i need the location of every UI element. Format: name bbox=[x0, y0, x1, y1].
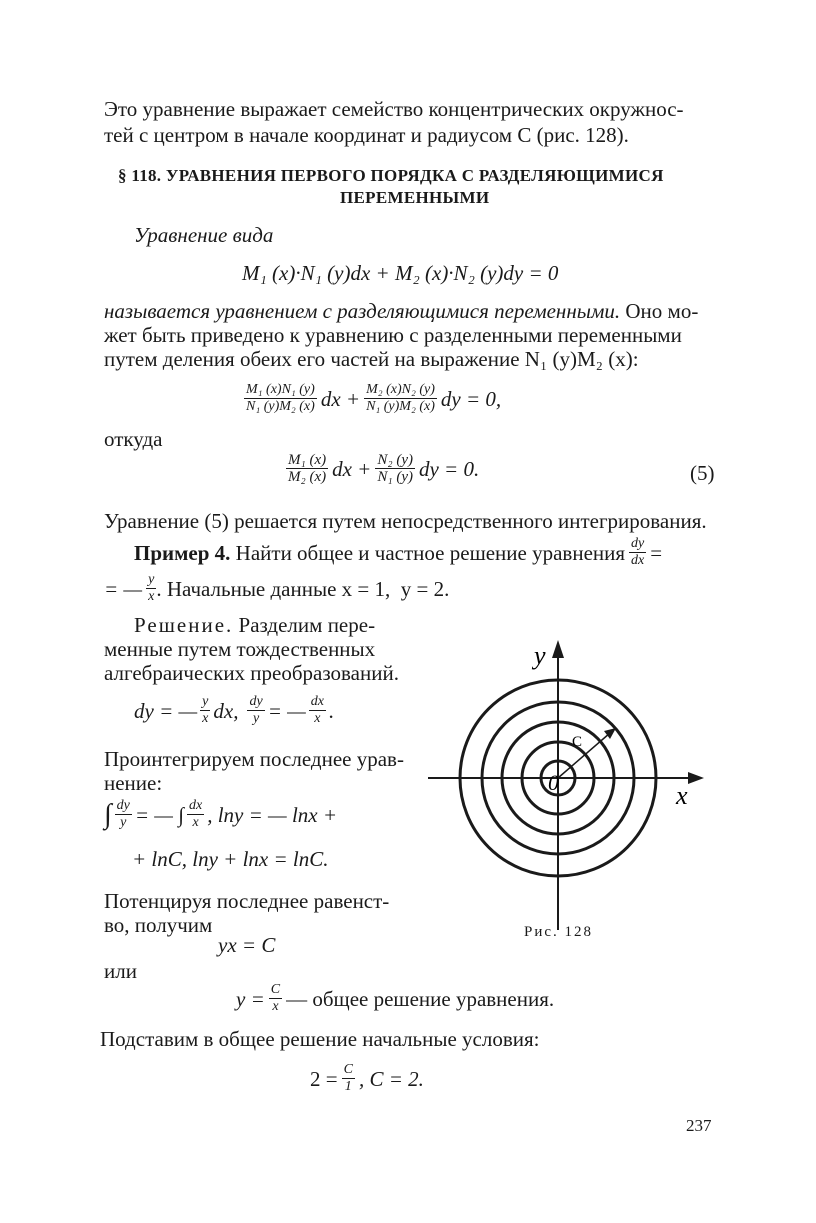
fraction-numerator: M₁ (x) bbox=[288, 452, 327, 468]
paragraph-line: менные путем тождественных bbox=[104, 637, 376, 661]
fraction-denominator: N₁ (y)M₂ (x) bbox=[246, 399, 315, 414]
particular-solution-line bbox=[310, 1062, 424, 1095]
solution-label: Решение. bbox=[134, 613, 234, 637]
paragraph-line: алгебраических преобразований. bbox=[104, 661, 399, 685]
fraction-numerator: C bbox=[343, 1062, 353, 1077]
fraction bbox=[247, 694, 264, 727]
equation-part: = — bbox=[104, 576, 143, 601]
text-span: Разделим пере- bbox=[233, 613, 376, 637]
fraction bbox=[269, 982, 282, 1015]
fraction-denominator: x bbox=[148, 589, 155, 604]
paragraph-line: жет быть приведено к уравнению с разделенными переменными bbox=[104, 323, 682, 347]
fraction-denominator: N₁ (y)M₂ (x) bbox=[366, 399, 435, 414]
text-span: — общее решение уравнения. bbox=[286, 986, 555, 1011]
figure-caption: Рис. 128 bbox=[524, 924, 594, 940]
paragraph-line: Проинтегрируем последнее урав- bbox=[104, 747, 404, 771]
fraction bbox=[244, 382, 317, 415]
example-label: Пример 4. bbox=[134, 540, 231, 565]
fraction-numerator: M₁ (x)N₁ (y) bbox=[246, 382, 315, 397]
equation-part: = — ∫ bbox=[134, 802, 184, 827]
paragraph-line: во, получим bbox=[104, 913, 213, 937]
equation-part: dy = — bbox=[134, 698, 198, 723]
equation-part: = — bbox=[267, 698, 306, 723]
fraction-denominator: N₁ (y) bbox=[377, 469, 413, 485]
fraction-numerator: N₂ (y) bbox=[377, 452, 413, 468]
fraction bbox=[629, 536, 646, 569]
fraction bbox=[309, 694, 326, 727]
fraction-numerator: dx bbox=[310, 694, 324, 709]
fraction-denominator: x bbox=[187, 814, 204, 831]
equation-part: = bbox=[650, 540, 663, 565]
fraction-numerator: M₂ (x)N₂ (y) bbox=[366, 382, 435, 397]
equation-part: 2 = bbox=[310, 1066, 338, 1091]
fraction-numerator: C bbox=[270, 982, 281, 997]
equation-part: y = bbox=[236, 986, 265, 1011]
equation-separated bbox=[286, 452, 479, 485]
example-line bbox=[104, 572, 449, 605]
fraction-numerator: dx bbox=[189, 798, 203, 813]
equation-division bbox=[244, 382, 501, 415]
x-axis-arrow-icon bbox=[688, 772, 704, 784]
radius-label: C bbox=[572, 734, 583, 750]
equation-part: , C = 2. bbox=[358, 1066, 424, 1091]
general-solution-line bbox=[236, 982, 554, 1015]
fraction-numerator: dy bbox=[249, 694, 263, 709]
x-axis-label: x bbox=[676, 781, 688, 810]
solution-line bbox=[134, 612, 375, 638]
fraction-numerator: y bbox=[148, 572, 155, 587]
example-line bbox=[134, 536, 662, 569]
equation-integral-cont: + lnC, lny + lnx = lnC. bbox=[132, 847, 329, 871]
fraction bbox=[286, 452, 328, 485]
paragraph-line: нение: bbox=[104, 771, 163, 795]
section-heading: § 118. УРАВНЕНИЯ ПЕРВОГО ПОРЯДКА С РАЗДЕЛЯЮЩИМИСЯ bbox=[118, 166, 664, 185]
origin-label: 0 bbox=[548, 770, 559, 795]
equation-part: dx + bbox=[332, 456, 372, 481]
fraction bbox=[200, 694, 210, 727]
paragraph-line: Это уравнение выражает семейство концентрических окружнос- bbox=[104, 97, 684, 121]
fraction bbox=[115, 798, 132, 831]
fraction-denominator: y bbox=[115, 814, 132, 831]
text-span: Найти общее и частное решение уравнения bbox=[230, 540, 626, 565]
page-number: 237 bbox=[686, 1116, 712, 1135]
fraction-numerator: dy bbox=[631, 536, 645, 551]
text-span: . Начальные данные x = 1, y = 2. bbox=[156, 576, 450, 601]
equation-part: dy = 0. bbox=[418, 456, 480, 481]
paragraph-line: Уравнение (5) решается путем непосредственного интегрирования. bbox=[104, 509, 707, 533]
equation-integral bbox=[104, 798, 337, 831]
definition-term: называется уравнением с разделяющимися переменными. bbox=[104, 299, 621, 323]
equation-part: dx + bbox=[320, 386, 361, 411]
equation-number: (5) bbox=[690, 461, 715, 485]
fraction bbox=[364, 382, 437, 415]
main-equation: M₁ (x)·N₁ (y)dx + M₂ (x)·N₂ (y)dy = 0 bbox=[242, 261, 559, 285]
equation-part: dx, bbox=[213, 698, 239, 723]
y-axis-label: y bbox=[534, 641, 546, 670]
text-span: Оно мо- bbox=[620, 299, 699, 323]
section-heading-cont: ПЕРЕМЕННЫМИ bbox=[340, 188, 490, 207]
equation-product: yx = C bbox=[218, 933, 276, 957]
radius-line bbox=[558, 733, 610, 778]
paragraph-line: Подставим в общее решение начальные условия: bbox=[100, 1027, 540, 1051]
fraction-numerator: dy bbox=[116, 798, 130, 813]
equation-part: , lny = — lnx + bbox=[207, 802, 338, 827]
fraction-denominator: M₂ (x) bbox=[288, 469, 327, 485]
fraction-denominator: x bbox=[202, 711, 209, 726]
fraction-denominator: x bbox=[269, 998, 282, 1015]
y-axis-arrow-icon bbox=[552, 640, 564, 658]
paragraph-line: путем деления обеих его частей на выражение N₁ (y)M₂ (x): bbox=[104, 347, 639, 371]
equation-part: . bbox=[329, 698, 335, 723]
fraction-denominator: x bbox=[309, 710, 326, 727]
equation-derivation bbox=[134, 694, 334, 727]
intro-text: Уравнение вида bbox=[134, 223, 274, 247]
connector-word: откуда bbox=[104, 427, 163, 451]
integral-sign: ∫ bbox=[104, 798, 112, 830]
fraction bbox=[146, 572, 156, 605]
paragraph-line bbox=[104, 298, 698, 324]
paragraph-line: Потенцируя последнее равенст- bbox=[104, 889, 390, 913]
fraction-denominator: dx bbox=[631, 553, 645, 568]
fraction bbox=[187, 798, 204, 831]
fraction bbox=[342, 1062, 355, 1095]
fraction-denominator: 1 bbox=[342, 1078, 355, 1095]
concentric-circles-figure bbox=[420, 630, 720, 950]
fraction-denominator: y bbox=[247, 710, 264, 727]
paragraph-line: тей с центром в начале координат и радиусом C (рис. 128). bbox=[104, 123, 629, 147]
fraction bbox=[375, 452, 415, 485]
fraction-numerator: y bbox=[202, 694, 209, 709]
equation-part: dy = 0, bbox=[440, 386, 502, 411]
connector-word: или bbox=[104, 959, 137, 983]
